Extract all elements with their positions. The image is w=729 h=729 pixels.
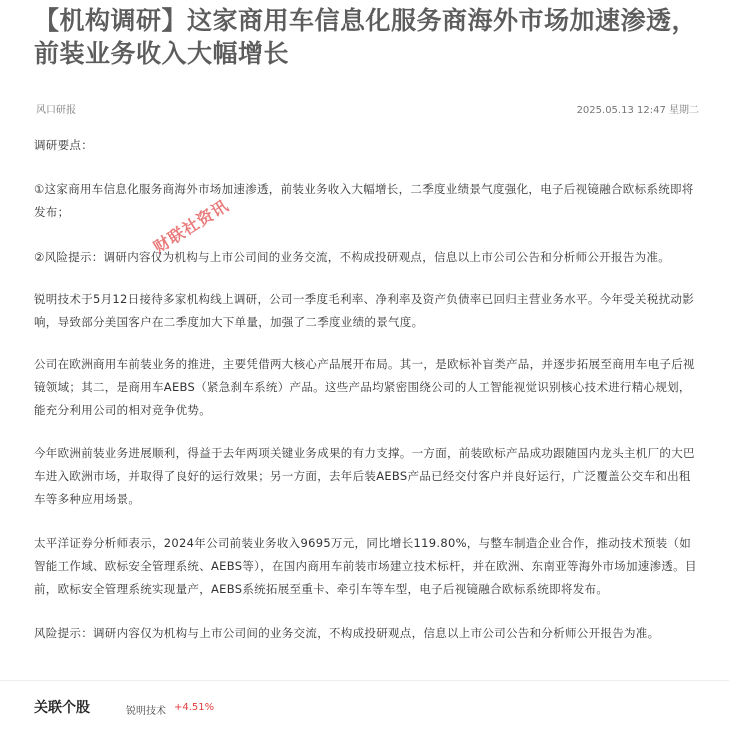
article-title: 【机构调研】这家商用车信息化服务商海外市场加速渗透，前装业务收入大幅增长 [34,6,698,68]
article-paragraph: 太平洋证券分析师表示，2024年公司前装业务收入9695万元，同比增长119.80%，与整车制造企业合作，推动技术预装（如智能工作域、欧标安全管理系统、AEBS等），在国内商用车前装市场建立技术标杆，并在欧洲、东南亚等海外市场加速渗透。目前，欧标安全管理系统实现量产，AEBS系统拓展至重卡、牵引车等车型，电子后视镜融合欧标系统即将发布。 [34,536,697,596]
article-paragraph: 风险提示：调研内容仅为机构与上市公司间的业务交流，不构成投研观点，信息以上市公司公告和分析师公开报告为准。 [34,626,660,640]
related-stock-change: +4.51% [174,702,215,713]
article-paragraph: 公司在欧洲商用车前装业务的推进，主要凭借两大核心产品展开布局。其一，是欧标补盲类产品，并逐步拓展至商用车电子后视镜领域；其二，是商用车AEBS（紧急刹车系统）产品。这些产品均紧密围绕公司的人工智能视觉识别核心技术进行精心规划，能充分利用公司的相对竞争优势。 [34,357,695,417]
article-date: 2025.05.13 12:47 星期二 [576,105,699,116]
article-paragraph: ②风险提示：调研内容仅为机构与上市公司间的业务交流，不构成投研观点，信息以上市公司公告和分析师公开报告为准。 [34,250,671,264]
article-paragraph: 锐明技术于5月12日接待多家机构线上调研，公司一季度毛利率、净利率及资产负债率已回归主营业务水平。今年受关税扰动影响，导致部分美国客户在二季度加大下单量，加强了二季度业绩的景气度。 [34,292,695,329]
related-stocks-heading: 关联个股 [34,700,90,716]
article-paragraph: 今年欧洲前装业务进展顺利，得益于去年两项关键业务成果的有力支撑。一方面，前装欧标产品成功跟随国内龙头主机厂的大巴车进入欧洲市场，并取得了良好的运行效果；另一方面，去年后装AEBS产品已经交付客户并良好运行，广泛覆盖公交车和出租车等多种应用场景。 [34,446,695,506]
section-divider [0,680,729,681]
watermark-stamp: 财联社资讯 [149,195,233,257]
article-source[interactable]: 风口研报 [36,105,76,116]
article-paragraph: ①这家商用车信息化服务商海外市场加速渗透，前装业务收入大幅增长，二季度业绩景气度强化，电子后视镜融合欧标系统即将发布； [34,182,694,219]
article-paragraph: 调研要点： [34,138,93,152]
related-stock-name[interactable]: 锐明技术 [126,706,166,717]
